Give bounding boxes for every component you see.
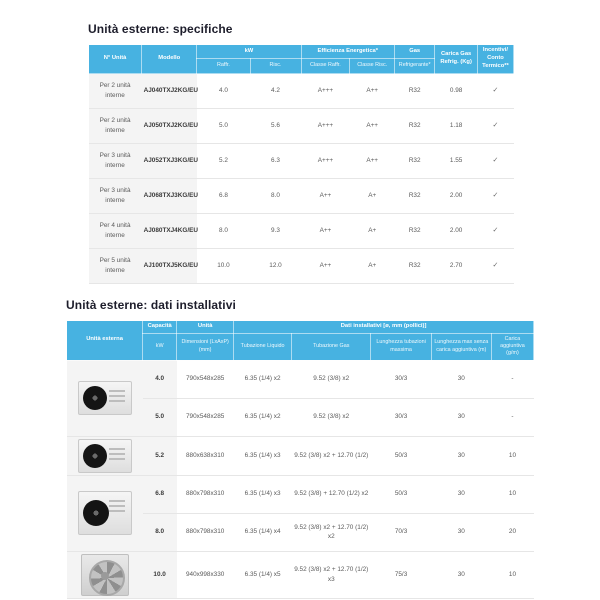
- cell-modello: AJ100TXJ5KG/EU: [142, 249, 197, 284]
- checkmark-incentivo: ✓: [477, 74, 513, 109]
- col-group-efficienza: Efficienza Energetica*: [301, 45, 395, 59]
- spec-table-row: [89, 74, 514, 109]
- cell-capacita-kw: 10.0: [143, 551, 177, 598]
- col-group-unita: Unità: [177, 321, 234, 334]
- cell-modello: AJ040TXJ2KG/EU: [142, 74, 197, 109]
- cell-tubazione-gas: 9.52 (3/8) x2 + 12.70 (1/2): [292, 436, 371, 475]
- cell-kw-raffr: 5.2: [197, 144, 250, 179]
- cell-carica-gas: 2.00: [435, 214, 478, 249]
- outdoor-unit-front-fan-photo: [81, 554, 129, 596]
- col-group-dati-installativi: Dati installativi [ø, mm (pollici)]: [234, 321, 534, 334]
- cell-carica-aggiuntiva: 10: [491, 475, 533, 513]
- cell-carica-aggiuntiva: -: [491, 398, 533, 436]
- cell-n-unita: Per 5 unità interne: [89, 249, 142, 284]
- cell-classe-raffr: A++: [301, 214, 350, 249]
- col-group-capacita: Capacità: [143, 321, 177, 334]
- install-table-row: [67, 360, 534, 398]
- cell-gas: R32: [395, 74, 435, 109]
- cell-lunghezza-tubazioni: 50/3: [371, 436, 431, 475]
- col-subheader-lunghezza-tubazioni: Lunghezza tubazioni massima: [371, 333, 431, 360]
- cell-classe-raffr: A++: [301, 249, 350, 284]
- cell-capacita-kw: 8.0: [143, 513, 177, 551]
- col-subheader-lunghezza-max: Lunghezza max senza carica aggiuntiva (m): [431, 333, 491, 360]
- section-dati-installativi: [0, 284, 534, 599]
- cell-carica-aggiuntiva: 10: [491, 551, 533, 598]
- cell-lunghezza-max: 30: [431, 360, 491, 398]
- col-header-n-unita: N° Unità: [89, 45, 142, 74]
- checkmark-incentivo: ✓: [477, 109, 513, 144]
- cell-tubazione-liquido: 6.35 (1/4) x2: [234, 398, 292, 436]
- checkmark-incentivo: ✓: [477, 144, 513, 179]
- cell-carica-gas: 2.70: [435, 249, 478, 284]
- cell-modello: AJ052TXJ3KG/EU: [142, 144, 197, 179]
- cell-tubazione-gas: 9.52 (3/8) x2 + 12.70 (1/2) x2: [292, 513, 371, 551]
- cell-classe-risc: A++: [350, 109, 395, 144]
- cell-tubazione-liquido: 6.35 (1/4) x3: [234, 475, 292, 513]
- spec-table-row: [89, 179, 514, 214]
- cell-capacita-kw: 5.0: [143, 398, 177, 436]
- cell-kw-risc: 8.0: [250, 179, 301, 214]
- cell-dimensioni: 880x798x310: [177, 513, 234, 551]
- col-header-carica-gas: Carica Gas Refrig. (Kg): [435, 45, 478, 74]
- col-subheader-raffr: Raffr.: [197, 59, 250, 74]
- outdoor-unit-image-cell: [67, 475, 143, 551]
- cell-dimensioni: 790x548x285: [177, 360, 234, 398]
- cell-lunghezza-max: 30: [431, 436, 491, 475]
- cell-classe-risc: A++: [350, 144, 395, 179]
- outdoor-unit-photo: [78, 491, 132, 535]
- cell-tubazione-liquido: 6.35 (1/4) x3: [234, 436, 292, 475]
- spec-table-row: [89, 249, 514, 284]
- cell-kw-risc: 9.3: [250, 214, 301, 249]
- cell-modello: AJ050TXJ2KG/EU: [142, 109, 197, 144]
- install-table-row: [67, 475, 534, 513]
- cell-n-unita: Per 2 unità interne: [89, 109, 142, 144]
- cell-lunghezza-tubazioni: 30/3: [371, 398, 431, 436]
- spec-table-row: [89, 109, 514, 144]
- cell-tubazione-gas: 9.52 (3/8) x2: [292, 398, 371, 436]
- cell-kw-raffr: 5.0: [197, 109, 250, 144]
- cell-classe-risc: A++: [350, 74, 395, 109]
- cell-lunghezza-tubazioni: 30/3: [371, 360, 431, 398]
- cell-lunghezza-tubazioni: 50/3: [371, 475, 431, 513]
- col-group-kw: kW: [197, 45, 301, 59]
- checkmark-incentivo: ✓: [477, 214, 513, 249]
- cell-gas: R32: [395, 214, 435, 249]
- checkmark-incentivo: ✓: [477, 249, 513, 284]
- spec-table: [88, 44, 514, 284]
- outdoor-unit-image-cell: [67, 360, 143, 436]
- cell-carica-aggiuntiva: -: [491, 360, 533, 398]
- col-header-incentivi: Incentivi/ Conto Termico**: [477, 45, 513, 74]
- col-subheader-risc: Risc.: [250, 59, 301, 74]
- spec-table-row: [89, 214, 514, 249]
- page-title-dati-installativi: Unità esterne: dati installativi: [66, 298, 236, 312]
- cell-gas: R32: [395, 109, 435, 144]
- cell-carica-gas: 1.18: [435, 109, 478, 144]
- cell-kw-risc: 6.3: [250, 144, 301, 179]
- col-subheader-kw: kW: [143, 333, 177, 360]
- cell-classe-raffr: A+++: [301, 109, 350, 144]
- cell-capacita-kw: 6.8: [143, 475, 177, 513]
- cell-capacita-kw: 4.0: [143, 360, 177, 398]
- col-subheader-tubazione-liquido: Tubazione Liquido: [234, 333, 292, 360]
- cell-gas: R32: [395, 144, 435, 179]
- col-subheader-refrigerante: Refrigerante*: [395, 59, 435, 74]
- cell-tubazione-gas: 9.52 (3/8) x2 + 12.70 (1/2) x3: [292, 551, 371, 598]
- section-specifiche: [0, 0, 514, 284]
- cell-kw-raffr: 10.0: [197, 249, 250, 284]
- spec-table-row: [89, 144, 514, 179]
- install-table-header: [67, 321, 534, 361]
- cell-carica-gas: 0.98: [435, 74, 478, 109]
- cell-tubazione-liquido: 6.35 (1/4) x2: [234, 360, 292, 398]
- cell-tubazione-gas: 9.52 (3/8) x2: [292, 360, 371, 398]
- cell-n-unita: Per 3 unità interne: [89, 144, 142, 179]
- cell-kw-risc: 5.6: [250, 109, 301, 144]
- cell-gas: R32: [395, 179, 435, 214]
- cell-classe-raffr: A+++: [301, 74, 350, 109]
- cell-modello: AJ068TXJ3KG/EU: [142, 179, 197, 214]
- col-subheader-carica-aggiuntiva: Carica aggiuntiva (g/m): [491, 333, 533, 360]
- col-subheader-classe-risc: Classe Risc.: [350, 59, 395, 74]
- cell-carica-aggiuntiva: 10: [491, 436, 533, 475]
- cell-classe-risc: A+: [350, 214, 395, 249]
- install-table-row: [67, 551, 534, 598]
- cell-capacita-kw: 5.2: [143, 436, 177, 475]
- cell-dimensioni: 880x638x310: [177, 436, 234, 475]
- cell-lunghezza-max: 30: [431, 398, 491, 436]
- cell-kw-raffr: 8.0: [197, 214, 250, 249]
- outdoor-unit-photo: [78, 439, 132, 473]
- cell-kw-risc: 12.0: [250, 249, 301, 284]
- cell-classe-risc: A+: [350, 179, 395, 214]
- cell-tubazione-liquido: 6.35 (1/4) x5: [234, 551, 292, 598]
- cell-n-unita: Per 2 unità interne: [89, 74, 142, 109]
- cell-lunghezza-max: 30: [431, 513, 491, 551]
- cell-kw-raffr: 4.0: [197, 74, 250, 109]
- page-title-specifiche: Unità esterne: specifiche: [88, 22, 233, 36]
- cell-lunghezza-max: 30: [431, 475, 491, 513]
- cell-classe-raffr: A+++: [301, 144, 350, 179]
- checkmark-incentivo: ✓: [477, 179, 513, 214]
- cell-carica-gas: 2.00: [435, 179, 478, 214]
- cell-modello: AJ080TXJ4KG/EU: [142, 214, 197, 249]
- cell-carica-aggiuntiva: 20: [491, 513, 533, 551]
- cell-classe-raffr: A++: [301, 179, 350, 214]
- cell-dimensioni: 940x998x330: [177, 551, 234, 598]
- cell-gas: R32: [395, 249, 435, 284]
- outdoor-unit-image-cell: [67, 436, 143, 475]
- cell-tubazione-gas: 9.52 (3/8) + 12.70 (1/2) x2: [292, 475, 371, 513]
- install-table-row: [67, 436, 534, 475]
- col-group-gas: Gas: [395, 45, 435, 59]
- cell-classe-risc: A+: [350, 249, 395, 284]
- cell-lunghezza-max: 30: [431, 551, 491, 598]
- outdoor-unit-image-cell: [67, 551, 143, 598]
- cell-lunghezza-tubazioni: 75/3: [371, 551, 431, 598]
- cell-n-unita: Per 4 unità interne: [89, 214, 142, 249]
- cell-tubazione-liquido: 6.35 (1/4) x4: [234, 513, 292, 551]
- col-header-modello: Modello: [142, 45, 197, 74]
- install-table: [66, 320, 534, 599]
- cell-dimensioni: 880x798x310: [177, 475, 234, 513]
- col-subheader-dimensioni: Dimensioni (LxAxP) (mm): [177, 333, 234, 360]
- cell-dimensioni: 790x548x285: [177, 398, 234, 436]
- cell-carica-gas: 1.55: [435, 144, 478, 179]
- cell-kw-risc: 4.2: [250, 74, 301, 109]
- cell-lunghezza-tubazioni: 70/3: [371, 513, 431, 551]
- spec-table-header: [89, 45, 514, 74]
- cell-n-unita: Per 3 unità interne: [89, 179, 142, 214]
- col-header-unita-esterna: Unità esterna: [67, 321, 143, 361]
- cell-kw-raffr: 6.8: [197, 179, 250, 214]
- col-subheader-classe-raffr: Classe Raffr.: [301, 59, 350, 74]
- col-subheader-tubazione-gas: Tubazione Gas: [292, 333, 371, 360]
- outdoor-unit-photo: [78, 381, 132, 415]
